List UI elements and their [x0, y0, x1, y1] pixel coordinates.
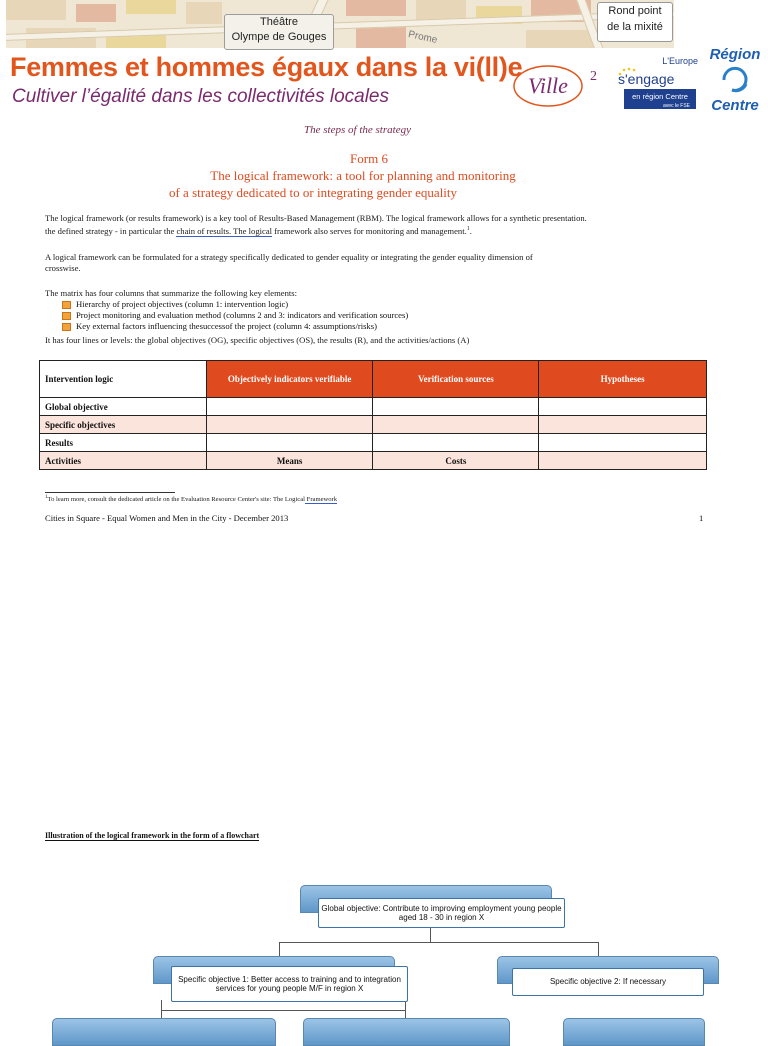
form-title-line-1: The logical framework: a tool for planning and monitoring	[210, 168, 516, 183]
table-cell	[539, 434, 707, 452]
table-cell	[539, 452, 707, 470]
footnote-number: 1	[45, 495, 48, 500]
table-cell: Means	[206, 452, 373, 470]
chain-of-results-link[interactable]: chain of results. The logical	[176, 225, 273, 236]
map-street-label: Prome	[407, 29, 439, 46]
global-objective-node	[318, 898, 565, 928]
table-row	[40, 398, 707, 416]
row-label: Global objective	[40, 398, 207, 416]
rond-point-line-2: de la mixité	[607, 21, 663, 33]
section-label: The steps of the strategy	[304, 124, 411, 136]
table-cell: Costs	[373, 452, 539, 470]
region-centre-logo	[706, 44, 764, 116]
ville-logo-text: Ville	[528, 73, 568, 98]
europe-fse-logo	[610, 52, 702, 112]
banner-title: Femmes et hommes égaux dans la vi(ll)e	[10, 52, 523, 82]
theatre-line-2: Olympe de Gouges	[231, 31, 327, 43]
rond-point-line-1: Rond point	[608, 5, 662, 17]
node-tab	[563, 1018, 705, 1046]
europe-line-1: L'Europe	[662, 56, 698, 66]
footnote-ref[interactable]: 1	[466, 226, 470, 232]
theatre-line-1: Théâtre	[260, 16, 298, 28]
formulation-paragraph	[45, 252, 725, 274]
key-elements-list	[62, 299, 562, 331]
footnote	[45, 495, 337, 503]
connector-line	[161, 1010, 406, 1011]
intro-line-1: The logical framework (or results framework) is a key tool of Results-Based Management (RBM). The logical framework allows for a synthetic presentation.	[45, 213, 587, 223]
header-indicators: Objectively indicators verifiable	[206, 361, 373, 398]
header-banner	[0, 0, 768, 118]
row-label: Results	[40, 434, 207, 452]
europe-fund: avec le FSE	[663, 103, 690, 109]
page-number: 1	[699, 513, 704, 523]
region-line-1: Région	[709, 46, 761, 63]
logical-framework-matrix	[39, 360, 707, 470]
table-cell	[373, 416, 539, 434]
banner-subtitle: Cultiver l’égalité dans les collectivités locales	[12, 86, 390, 107]
levels-paragraph: It has four lines or levels: the global objectives (OG), specific objectives (OS), the results (R), and the activities/actions (A)	[45, 335, 470, 345]
table-cell	[206, 434, 373, 452]
specific-objective-1-node	[171, 966, 408, 1002]
formulation-line-1: A logical framework can be formulated for a strategy specifically dedicated to gender equality or integrating the gender equality dimension of	[45, 252, 533, 262]
ville-logo-exponent: 2	[590, 69, 597, 84]
list-item: Key external factors influencing thesuccessof the project (column 4: assumptions/risks)	[62, 321, 562, 332]
row-label: Specific objectives	[40, 416, 207, 434]
europe-brand: s'engage	[618, 71, 675, 87]
form-title-line-2: of a strategy dedicated to or integrating gender equality	[168, 185, 458, 200]
footnote-text: To learn more, consult the dedicated article on the Evaluation Resource Center's site: The Logical	[47, 496, 305, 504]
ville-logo	[510, 58, 600, 110]
table-row	[40, 434, 707, 452]
connector-line	[598, 942, 599, 957]
footnote-divider	[45, 492, 175, 493]
row-label: Activities	[40, 452, 207, 470]
intro-line-2-end: framework also serves for monitoring and management.	[272, 225, 467, 236]
flowchart-caption: Illustration of the logical framework in the form of a flowchart	[45, 831, 260, 840]
table-cell	[373, 398, 539, 416]
table-row	[40, 416, 707, 434]
europe-line-2: en région Centre	[632, 92, 688, 101]
node-tab	[303, 1018, 510, 1046]
city-map-illustration	[6, 0, 674, 48]
specific-objective-1-text: Specific objective 1: Better access to training and to integration services for young people M/F in region X	[178, 974, 401, 993]
global-objective-text: Global objective: Contribute to improving employment young people aged 18 - 30 in region X	[321, 903, 562, 922]
table-cell	[539, 398, 707, 416]
table-cell	[373, 434, 539, 452]
region-line-2: Centre	[711, 97, 759, 114]
header-intervention-logic: Intervention logic	[40, 361, 207, 398]
form-number: Form 6	[350, 151, 388, 166]
header-hypotheses: Hypotheses	[539, 361, 707, 398]
intro-line-2: the defined strategy - in particular the chain of results. The logical framework also serves for monitoring and management.$^1$.	[45, 225, 472, 236]
list-item: Hierarchy of project objectives (column 1: intervention logic)	[62, 299, 562, 310]
header-verification-sources: Verification sources	[373, 361, 539, 398]
intro-paragraph	[45, 213, 725, 237]
map-label-theatre	[224, 14, 334, 50]
table-cell	[539, 416, 707, 434]
matrix-intro: The matrix has four columns that summarize the following key elements:	[45, 288, 298, 298]
map-label-rond-point	[597, 2, 673, 42]
table-cell	[206, 398, 373, 416]
page-footer: Cities in Square - Equal Women and Men in the City - December 2013	[45, 513, 289, 523]
intro-line-2-start: the defined strategy - in particular the	[45, 225, 177, 236]
connector-line	[279, 942, 599, 943]
table-row	[40, 452, 707, 470]
table-header-row	[40, 361, 707, 398]
specific-objective-2-text: Specific objective 2: If necessary	[549, 977, 667, 987]
table-cell	[206, 416, 373, 434]
specific-objective-2-node	[512, 968, 704, 996]
formulation-line-2: crosswise.	[45, 263, 81, 273]
footnote-link[interactable]: Framework	[305, 496, 338, 504]
node-tab	[52, 1018, 276, 1046]
list-item: Project monitoring and evaluation method (columns 2 and 3: indicators and verification sources)	[62, 310, 562, 321]
